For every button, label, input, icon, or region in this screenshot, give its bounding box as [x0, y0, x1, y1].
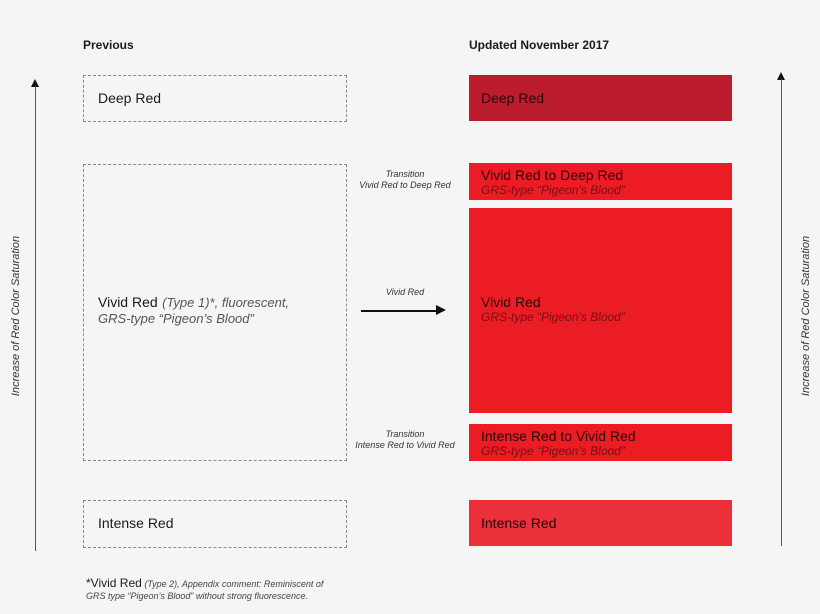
- updated-intense-to-vivid-box: [469, 424, 732, 461]
- transition-bottom-line2: Intense Red to Vivid Red: [355, 440, 455, 450]
- previous-vivid-red-box: [83, 164, 347, 461]
- previous-heading: Previous: [83, 38, 134, 52]
- updated-intense-red-label: Intense Red: [481, 515, 557, 531]
- previous-intense-red-label: Intense Red: [98, 515, 174, 531]
- transition-top-line2: Vivid Red to Deep Red: [359, 180, 451, 190]
- previous-deep-red-label: Deep Red: [98, 90, 162, 106]
- updated-deep-red-label: Deep Red: [481, 90, 545, 106]
- updated-vivid-to-deep-box: [469, 163, 732, 200]
- updated-vivid-to-deep-sub: GRS-type “Pigeon’s Blood”: [481, 183, 625, 197]
- previous-vivid-red-label: Vivid Red: [98, 294, 158, 310]
- transition-bottom-line1: Transition: [385, 429, 425, 439]
- middle-arrow-line: [361, 310, 437, 312]
- transition-top-label: [350, 169, 460, 191]
- updated-vivid-red-sub: GRS-type “Pigeon’s Blood”: [481, 310, 625, 324]
- previous-vivid-red-sub: GRS-type “Pigeon’s Blood”: [98, 311, 254, 326]
- updated-vivid-red-box: [469, 208, 732, 413]
- footnote-main: *Vivid Red: [86, 576, 142, 590]
- updated-intense-to-vivid-label: Intense Red to Vivid Red: [481, 428, 636, 444]
- updated-deep-red-box: [469, 75, 732, 121]
- left-axis-label: Increase of Red Color Saturation: [10, 235, 22, 397]
- updated-heading: Updated November 2017: [469, 38, 610, 52]
- updated-vivid-to-deep-label: Vivid Red to Deep Red: [481, 167, 624, 183]
- right-axis-line: [781, 79, 783, 546]
- footnote-line2: GRS type “Pigeon’s Blood” without strong fluorescence.: [86, 591, 308, 601]
- left-axis-line: [35, 86, 37, 551]
- updated-intense-to-vivid-sub: GRS-type “Pigeon’s Blood”: [481, 444, 625, 458]
- right-axis-label: Increase of Red Color Saturation: [800, 235, 812, 397]
- previous-vivid-red-type: (Type 1)*, fluorescent,: [162, 295, 290, 310]
- updated-vivid-red-label: Vivid Red: [481, 294, 541, 310]
- previous-deep-red-box: [83, 75, 347, 122]
- transition-top-line1: Transition: [385, 169, 425, 179]
- footnote: [86, 577, 386, 602]
- previous-intense-red-box: [83, 500, 347, 548]
- updated-intense-red-box: [469, 500, 732, 546]
- transition-middle-label: Vivid Red: [385, 287, 425, 297]
- footnote-rest: (Type 2), Appendix comment: Reminiscent of: [141, 579, 324, 589]
- right-arrow-icon: [436, 305, 446, 315]
- transition-bottom-label: [348, 429, 462, 451]
